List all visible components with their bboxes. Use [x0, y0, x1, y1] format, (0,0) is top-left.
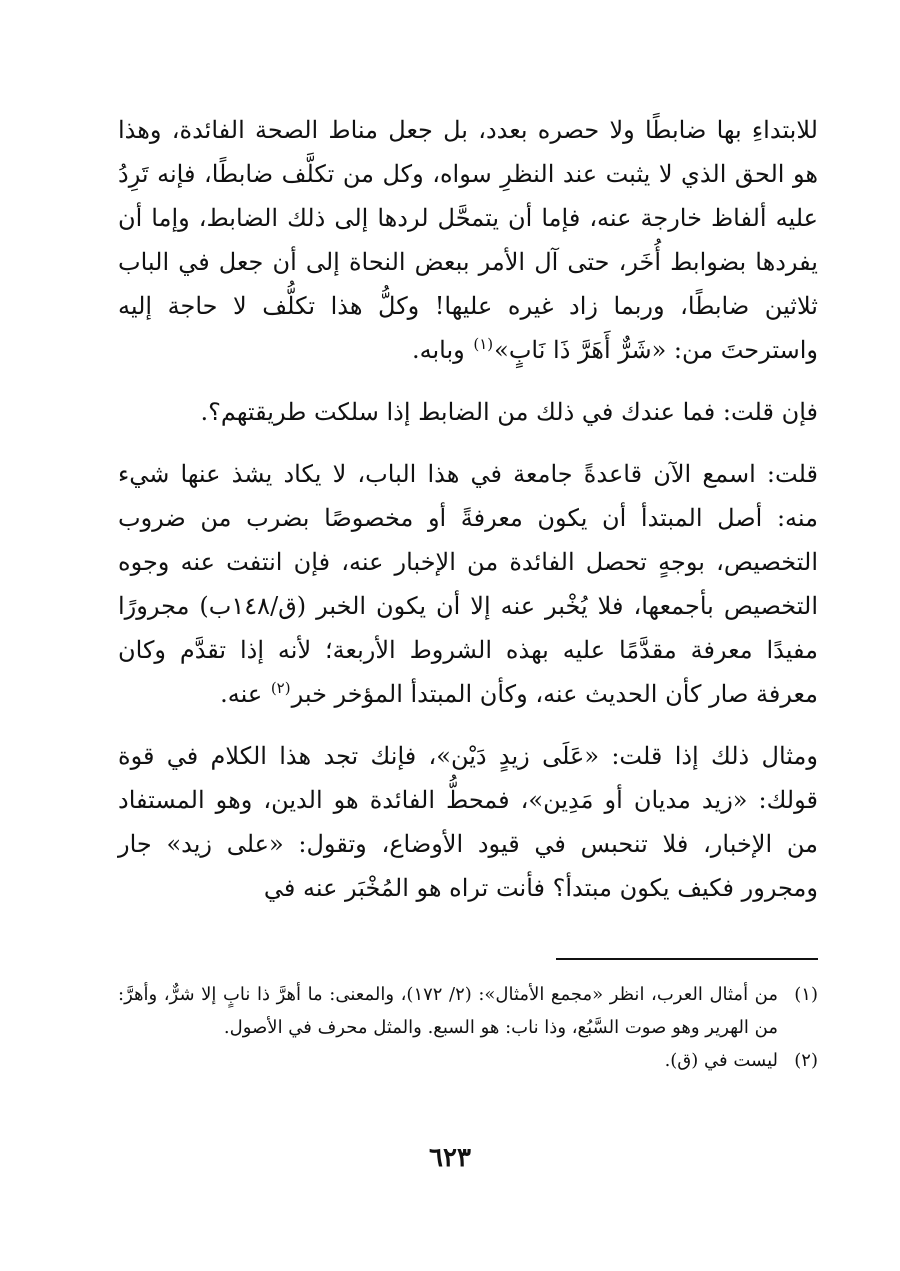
footnote-ref-2: (٢): [270, 679, 291, 697]
main-text: [118, 108, 818, 910]
paragraph-1-tail: وبابه.: [411, 336, 473, 364]
paragraph-1: [118, 108, 818, 372]
paragraph-4-text: ومثال ذلك إذا قلت: «عَلَى زيدٍ دَيْن»، فإنك تجد هذا الكلام في قوة قولك: «زيد مديان أو مَدِين»، فمحطُّ الفائدة هو الدين، وهو المستفاد من الإخبار، فلا تنحبس في قيود الأوضاع، وتقول: «على زيد» جار ومجرور فكيف يكون مبتدأ؟ فأنت تراه هو المُخْبَر عنه في: [118, 742, 818, 902]
paragraph-2: [118, 390, 818, 434]
footnote-divider: [556, 958, 818, 960]
footnote-1-number: (١): [794, 984, 818, 1005]
footnote-2-text: ليست في (ق).: [664, 1050, 778, 1071]
footnote-1-text: من أمثال العرب، انظر «مجمع الأمثال»: (٢/ ١٧٢)، والمعنى: ما أهرَّ ذا نابٍ إلا شرٌّ، وأهرَّ: من الهرير وهو صوت السَّبُع، وذا ناب: هو السبع. والمثل محرف في الأصول.: [118, 984, 778, 1038]
paragraph-3-text: قلت: اسمع الآن قاعدةً جامعة في هذا الباب، لا يكاد يشذ عنها شيء منه: أصل المبتدأ أن يكون معرفةً أو مخصوصًا بضرب من ضروب التخصيص، بوجهٍ تحصل الفائدة من الإخبار عنه، فإن انتفت عنه وجوه التخصيص بأجمعها، فلا يُخْبر عنه إلا أن يكون الخبر (ق/١٤٨ب) مجرورًا مفيدًا معرفة مقدَّمًا عليه بهذه الشروط الأربعة؛ لأنه إذا تقدَّم وكان معرفة صار كأن الحديث عنه، وكأن المبتدأ المؤخر خبر: [118, 460, 819, 708]
paragraph-1-text: للابتداءِ بها ضابطًا ولا حصره بعدد، بل جعل مناط الصحة الفائدة، وهذا هو الحق الذي لا يثبت عند النظرِ سواه، وكل من تكلَّف ضابطًا، فإنه تَرِدُ عليه ألفاظ خارجة عنه، فإما أن يتمحَّل لردها إلى ذلك الضابط، وإما أن يفردها بضوابط أُخَر، حتى آل الأمر ببعض النحاة إلى أن جعل في الباب ثلاثين ضابطًا، وربما زاد غيره عليها! وكلُّ هذا تكلُّف لا حاجة إليه واسترحتَ من: «شَرٌّ أَهَرَّ ذَا نَابٍ»: [118, 116, 819, 364]
footnote-2-number: (٢): [794, 1050, 818, 1071]
paragraph-3-tail: عنه.: [220, 680, 270, 708]
paragraph-3: [118, 452, 818, 716]
footnote-2: [118, 1044, 818, 1077]
paragraph-2-text: فإن قلت: فما عندك في ذلك من الضابط إذا سلكت طريقتهم؟.: [200, 398, 818, 426]
footnote-1: [118, 978, 818, 1044]
footnotes: [118, 958, 818, 1077]
page-number: ٦٢٣: [429, 1143, 471, 1173]
footnote-ref-1: (١): [473, 335, 494, 353]
paragraph-4: [118, 734, 818, 910]
